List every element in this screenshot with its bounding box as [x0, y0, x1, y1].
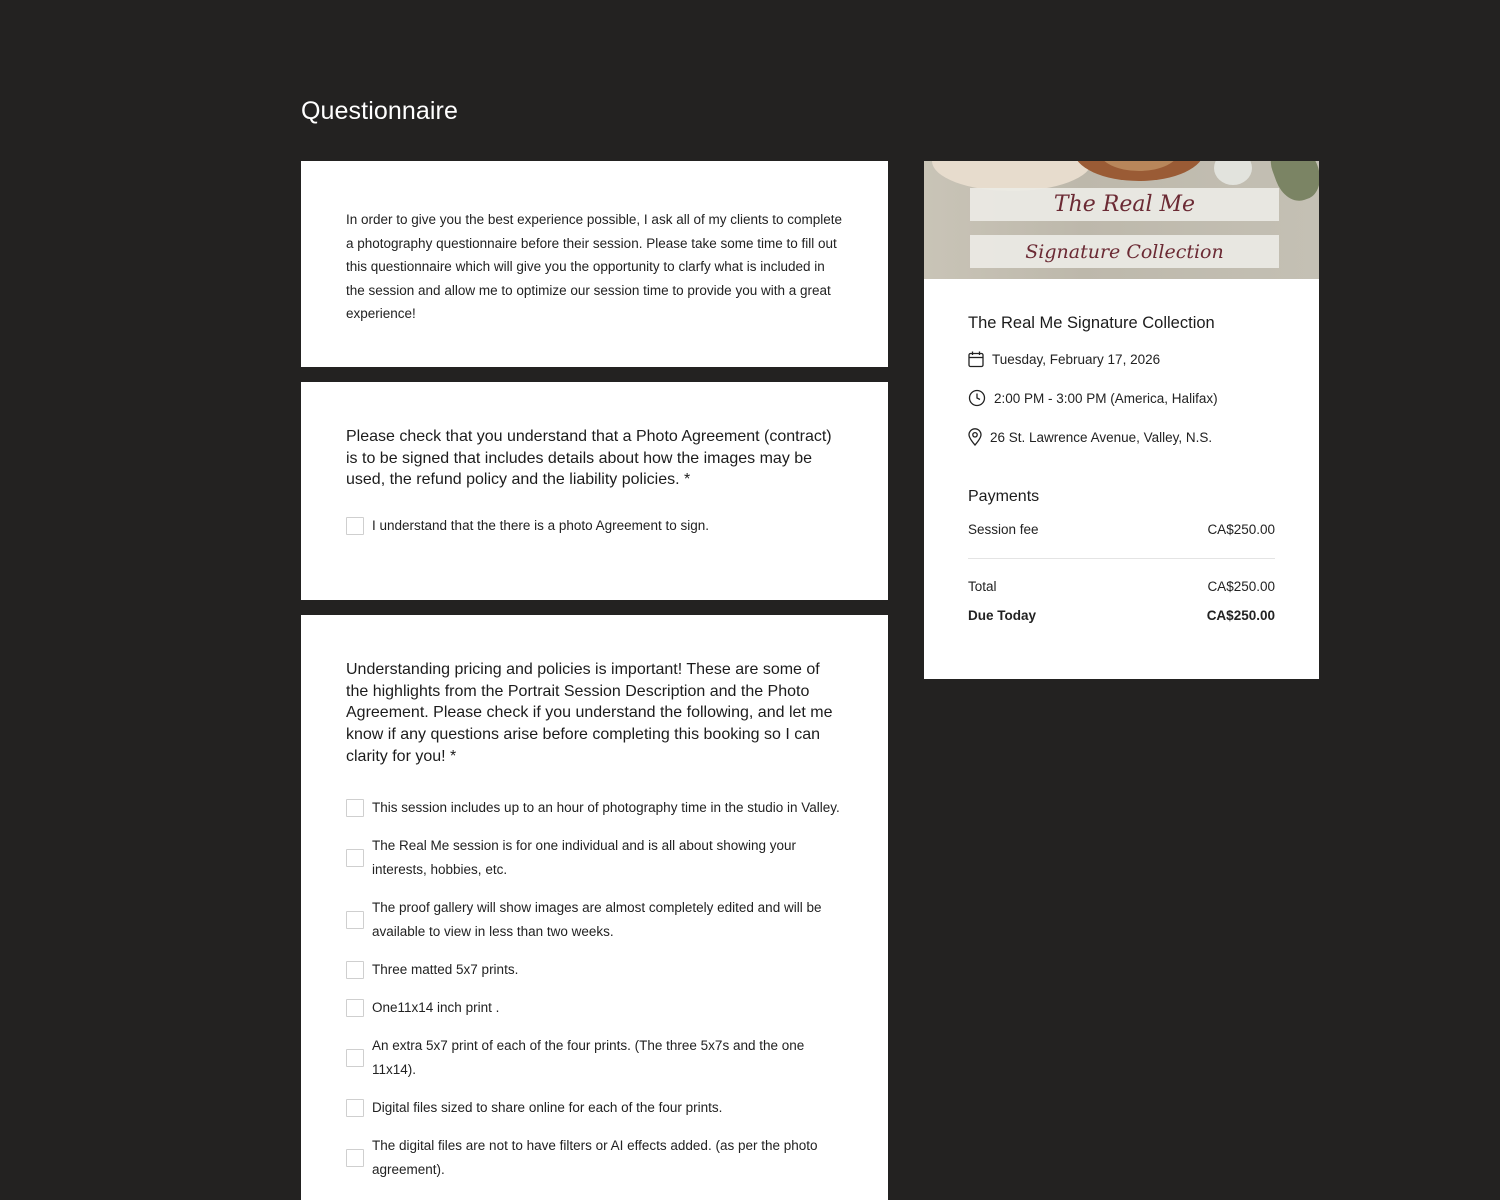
option-label: Digital files sized to share online for each of the four prints.: [372, 1099, 723, 1115]
booking-summary-card: [924, 161, 1319, 679]
event-title: The Real Me Signature Collection: [968, 314, 1215, 332]
question-text: Please check that you understand that a Photo Agreement (contract) is to be signed that includes details about how the images may be used, the refund policy and the liability policies. *: [346, 428, 832, 489]
option-item[interactable]: [346, 996, 844, 1020]
option-item[interactable]: [346, 1096, 844, 1120]
question-card-agreement: [301, 382, 888, 600]
option-label: One11x14 inch print .: [372, 999, 500, 1015]
options-list: [346, 796, 844, 1182]
option-label: Three matted 5x7 prints.: [372, 961, 519, 977]
option-item[interactable]: [346, 796, 844, 820]
total-label: Total: [968, 579, 997, 594]
checkbox[interactable]: [346, 849, 364, 867]
option-item[interactable]: [346, 896, 844, 944]
option-label: I understand that the there is a photo Agreement to sign.: [372, 518, 709, 534]
checkbox[interactable]: [346, 517, 364, 535]
due-today-row: [968, 608, 1275, 623]
page-title: Questionnaire: [301, 97, 458, 125]
calendar-icon: [968, 351, 984, 368]
checkbox[interactable]: [346, 1049, 364, 1067]
checkbox[interactable]: [346, 1149, 364, 1167]
session-fee-label: Session fee: [968, 522, 1039, 537]
option-label: The Real Me session is for one individual and is all about showing your interests, hobbies, etc.: [372, 837, 796, 877]
checkbox[interactable]: [346, 961, 364, 979]
question-card-policies: [301, 615, 888, 1200]
option-item[interactable]: [346, 1134, 844, 1182]
option-label: The proof gallery will show images are almost completely edited and will be available to view in less than two weeks.: [372, 899, 822, 939]
option-item[interactable]: [346, 958, 844, 982]
intro-card: [301, 161, 888, 367]
total-row: [968, 579, 1275, 594]
due-today-label: Due Today: [968, 608, 1037, 623]
event-location-text: 26 St. Lawrence Avenue, Valley, N.S.: [990, 429, 1213, 445]
checkbox[interactable]: [346, 1099, 364, 1117]
event-location: [968, 428, 1212, 446]
banner-title: The Real Me: [970, 188, 1279, 221]
divider: [968, 558, 1275, 559]
due-today-value: CA$250.00: [1206, 608, 1275, 623]
event-time: [968, 389, 1218, 407]
session-fee-value: CA$250.00: [1207, 522, 1275, 537]
clock-icon: [968, 389, 986, 407]
checkbox[interactable]: [346, 999, 364, 1017]
location-pin-icon: [968, 428, 982, 446]
option-label: This session includes up to an hour of photography time in the studio in Valley.: [372, 799, 840, 815]
option-item[interactable]: [346, 834, 844, 882]
checkbox[interactable]: [346, 799, 364, 817]
option-item[interactable]: [346, 1034, 844, 1082]
options-list: [346, 517, 844, 535]
event-date: [968, 351, 1160, 368]
intro-text: In order to give you the best experience possible, I ask all of my clients to complete a photography questionnaire before their session. Please take some time to fill out this questionnaire which will give you the opportunity to clarfy what is included in the session and allow me to optimize our session time to provide you with a great experience!: [346, 212, 843, 322]
payments-heading: Payments: [968, 488, 1040, 505]
option-label: The digital files are not to have filters or AI effects added. (as per the photo agreement).: [372, 1137, 818, 1177]
option-label: An extra 5x7 print of each of the four prints. (The three 5x7s and the one 11x14).: [372, 1037, 805, 1077]
event-date-text: Tuesday, February 17, 2026: [992, 352, 1161, 367]
banner-image: [924, 161, 1319, 279]
session-fee-row: [968, 522, 1275, 537]
banner-subtitle: Signature Collection: [970, 235, 1279, 268]
option-agreement[interactable]: [346, 517, 844, 535]
checkbox[interactable]: [346, 911, 364, 929]
total-value: CA$250.00: [1207, 579, 1275, 594]
question-text: Understanding pricing and policies is important! These are some of the highlights from the Portrait Session Description and the Photo Agreement. Please check if you understand the following, and let me know if any questions arise before completing this booking so I can clarity for you! *: [346, 661, 833, 765]
event-time-text: 2:00 PM - 3:00 PM (America, Halifax): [994, 390, 1218, 406]
